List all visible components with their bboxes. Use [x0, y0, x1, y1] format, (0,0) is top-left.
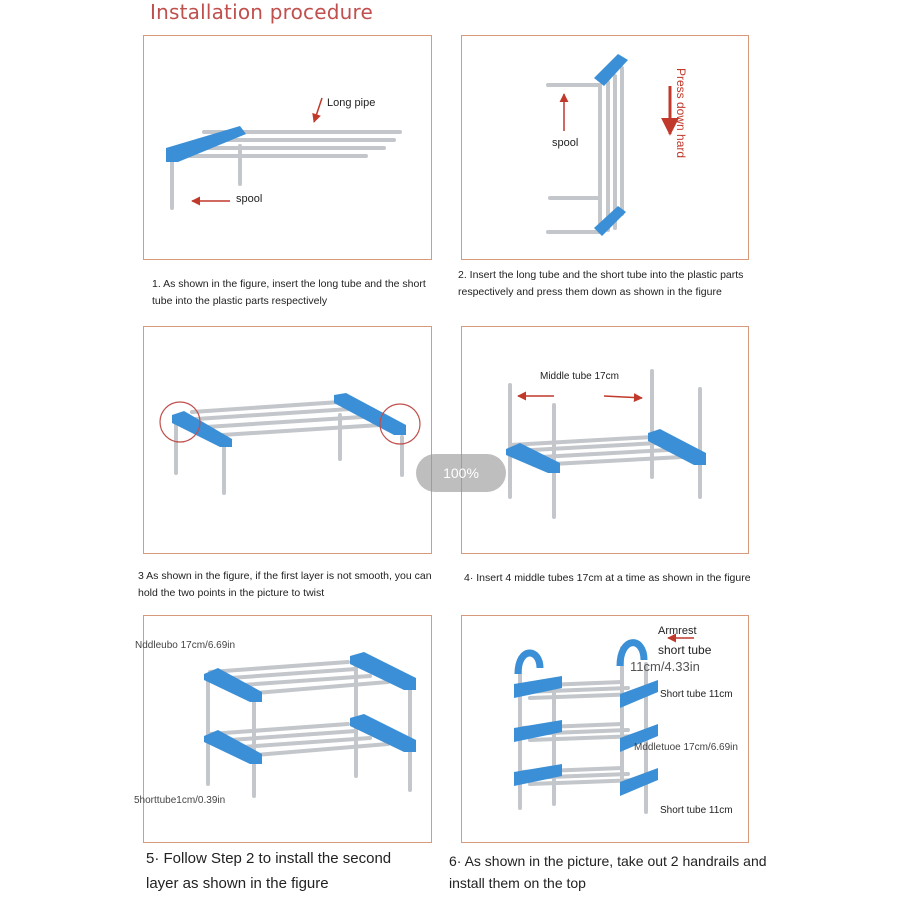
step-2-caption: 2. Insert the long tube and the short tube into the plastic parts respectively and press them down as shown in the figure [458, 269, 744, 298]
short-tube-label: short tube [658, 643, 712, 657]
step-2-illustration [462, 36, 748, 259]
step-3-caption: 3 As shown in the figure, if the first layer is not smooth, you can hold the two points in the picture to twist [138, 570, 432, 599]
short-tube-bottom-label: Short tube 11cm [660, 805, 733, 816]
step-4-panel [461, 326, 749, 554]
step-1-caption: 1. As shown in the figure, insert the long tube and the short tube into the plastic parts respectively [152, 278, 426, 307]
page-title: Installation procedure [150, 0, 374, 24]
size-label: 11cm/4.33in [630, 659, 700, 674]
step-1-illustration [144, 36, 431, 259]
press-down-label: Press down hard [674, 68, 688, 159]
middle-tube-label: Mddletuoe 17cm/6.69in [634, 742, 738, 753]
long-pipe-label: Long pipe [327, 97, 376, 109]
step-2-panel [461, 35, 749, 260]
armrest-label: Armrest [658, 625, 697, 637]
spool-label: spool [236, 193, 263, 205]
step-6-caption: 6· As shown in the picture, take out 2 handrails and install them on the top [449, 853, 767, 891]
step-5-caption: 5· Follow Step 2 to install the second layer as shown in the figure [146, 850, 392, 892]
short-tube-top-label: Short tube 11cm [660, 689, 733, 700]
middle-tube-label: Middle tube 17cm [540, 371, 619, 382]
step-3-illustration [144, 327, 431, 553]
middle-tube-label: Nddleubo 17cm/6.69in [135, 640, 236, 651]
step-6-panel [461, 615, 749, 843]
step-4-caption: 4· Insert 4 middle tubes 17cm at a time as shown in the figure [464, 572, 751, 584]
short-tube-label: 5horttube1cm/0.39in [134, 795, 226, 806]
step-3-panel [143, 326, 432, 554]
spool-label: spool [552, 137, 579, 149]
step-4-illustration [462, 327, 748, 553]
zoom-badge: 100% [416, 454, 506, 492]
step-1-panel [143, 35, 432, 260]
